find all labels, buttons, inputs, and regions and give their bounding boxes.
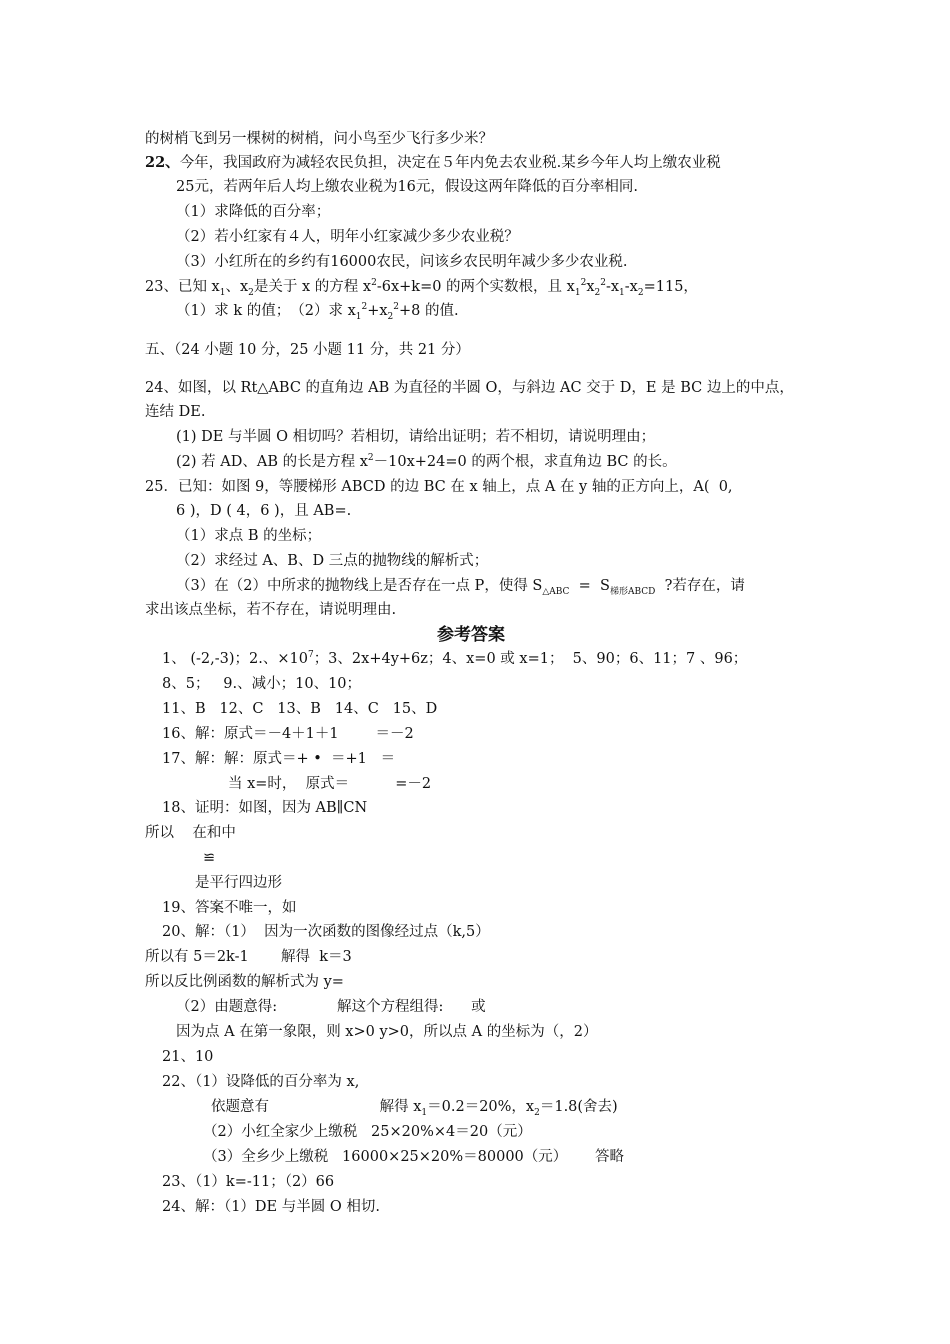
problem-24-q1: (1) DE 与半圆 O 相切吗？若相切，请给出证明；若不相切，请说明理由； xyxy=(176,429,656,445)
answer-20-line4: （2）由题意得: 解这个方程组得: 或 xyxy=(176,999,486,1015)
answer-20-line3: 所以反比例函数的解析式为 y= xyxy=(145,974,344,990)
problem-22-q1: （1）求降低的百分率； xyxy=(176,204,331,220)
problem-22-q2: （2）若小红家有４人，明年小红家减少多少农业税？ xyxy=(176,229,519,245)
answer-22-line4: （3）全乡少上缴税 16000×25×20%＝80000（元） 答略 xyxy=(203,1149,624,1165)
problem-24-line2: 连结 DE. xyxy=(145,404,206,420)
problem-25-line2: 6 )，D ( 4，6 )，且 AB=. xyxy=(176,503,352,519)
answer-21: 21、10 xyxy=(162,1049,214,1065)
answer-20-line2: 所以有 5＝2k-1 解得 k＝3 xyxy=(145,949,352,965)
answer-22-line3: （2）小红全家少上缴税 25×20%×4＝20（元） xyxy=(203,1124,532,1140)
problem-22-text: 今年，我国政府为减轻农民负担，决定在５年内免去农业税.某乡今年人均上缴农业税 xyxy=(179,155,721,171)
problem-23-questions: （1）求 k 的值； （2）求 $x_1^2+x_2^2+8$ 的值. xyxy=(176,302,459,322)
answer-17-line1: 17、解：解：原式＝+ • ＝+1 ＝ xyxy=(162,751,396,767)
answer-17-line2: 当 x=时， 原式＝ =－2 xyxy=(228,776,432,792)
answer-24: 24、解：（1）DE 与半圆 O 相切. xyxy=(162,1199,380,1215)
answer-22-line1: 22、（1）设降低的百分率为 x, xyxy=(162,1074,360,1090)
answer-16: 16、解：原式＝－4＋1＋1 ＝－2 xyxy=(162,726,414,742)
problem-23-line1: 23、已知 $x_1$、$x_2$是关于 x 的方程 $x^2-6x+k=0$ 的两个实数根，且 $x_1^2x_2^2-x_1-x_2=115$， xyxy=(145,278,698,298)
section-5-heading: 五、（24 小题 10 分，25 小题 11 分，共 21 分） xyxy=(145,342,470,358)
answer-22-line2: 依题意有 解得 $x_1=0.2=20\%$，$x_2=1.8$(舍去) xyxy=(211,1099,618,1118)
problem-24-line1: 24、如图，以 Rt△ABC 的直角边 AB 为直径的半圆 O，与斜边 AC 交于 D，E 是 BC 边上的中点， xyxy=(145,380,794,396)
problem-21-tail: 的树梢飞到另一棵树的树梢，问小鸟至少飞行多少米？ xyxy=(145,131,493,147)
problem-22-line2: 25元，若两年后人均上缴农业税为16元，假设这两年降低的百分率相同. xyxy=(176,179,639,195)
answer-20-line1: 20、解：（1） 因为一次函数的图像经过点（k,5） xyxy=(162,924,490,940)
answer-8-10: 8、5； 9.、减小；10、10； xyxy=(162,676,362,692)
problem-24-q2: (2) 若 AD、AB 的长是方程 $x^2-10x+24=0$ 的两个根，求直角边 BC 的长。 xyxy=(176,453,677,470)
answer-11-15: 11、B 12、C 13、B 14、C 15、D xyxy=(162,701,438,717)
answer-1-7: 1、 (-2,-3)；2.、$\times 10^7$；3、2x+4y+6z；4、x=0 或 x=1； 5、90；6、11；7 、96； xyxy=(162,650,748,667)
answer-18-line2: 所以 在和中 xyxy=(145,825,236,841)
answer-20-line5: 因为点 A 在第一象限，则 x>0 y>0，所以点 A 的坐标为（，2） xyxy=(176,1024,598,1040)
problem-25-q1: （1）求点 B 的坐标； xyxy=(176,528,322,544)
answer-18-congruent: ≌ xyxy=(203,850,216,866)
answer-18-line4: 是平行四边形 xyxy=(195,875,282,891)
problem-25-line1: 25．已知：如图 9，等腰梯形 ABCD 的边 BC 在 x 轴上，点 A 在 y 轴的正方向上，A( 0, xyxy=(145,479,733,495)
problem-25-q3: （3）在（2）中所求的抛物线上是否存在一点 P，使得 $S_{\triangle ABC} = S_{梯形ABCD}$ ?若存在，请 xyxy=(176,578,745,597)
problem-25-q2: （2）求经过 A、B、D 三点的抛物线的解析式； xyxy=(176,553,489,569)
answer-19: 19、答案不唯一，如 xyxy=(162,900,297,916)
answer-18-line1: 18、证明：如图，因为 AB∥CN xyxy=(162,800,368,816)
answers-title: 参考答案 xyxy=(437,625,505,645)
problem-22-line1 xyxy=(145,152,721,174)
problem-25-line3: 求出该点坐标，若不存在，请说明理由. xyxy=(145,602,397,618)
answer-23: 23、（1）k=-11；（2）66 xyxy=(162,1174,335,1190)
problem-22-number: 22、 xyxy=(145,154,180,171)
problem-22-q3: （3）小红所在的乡约有16000农民，问该乡农民明年减少多少农业税. xyxy=(176,254,628,270)
